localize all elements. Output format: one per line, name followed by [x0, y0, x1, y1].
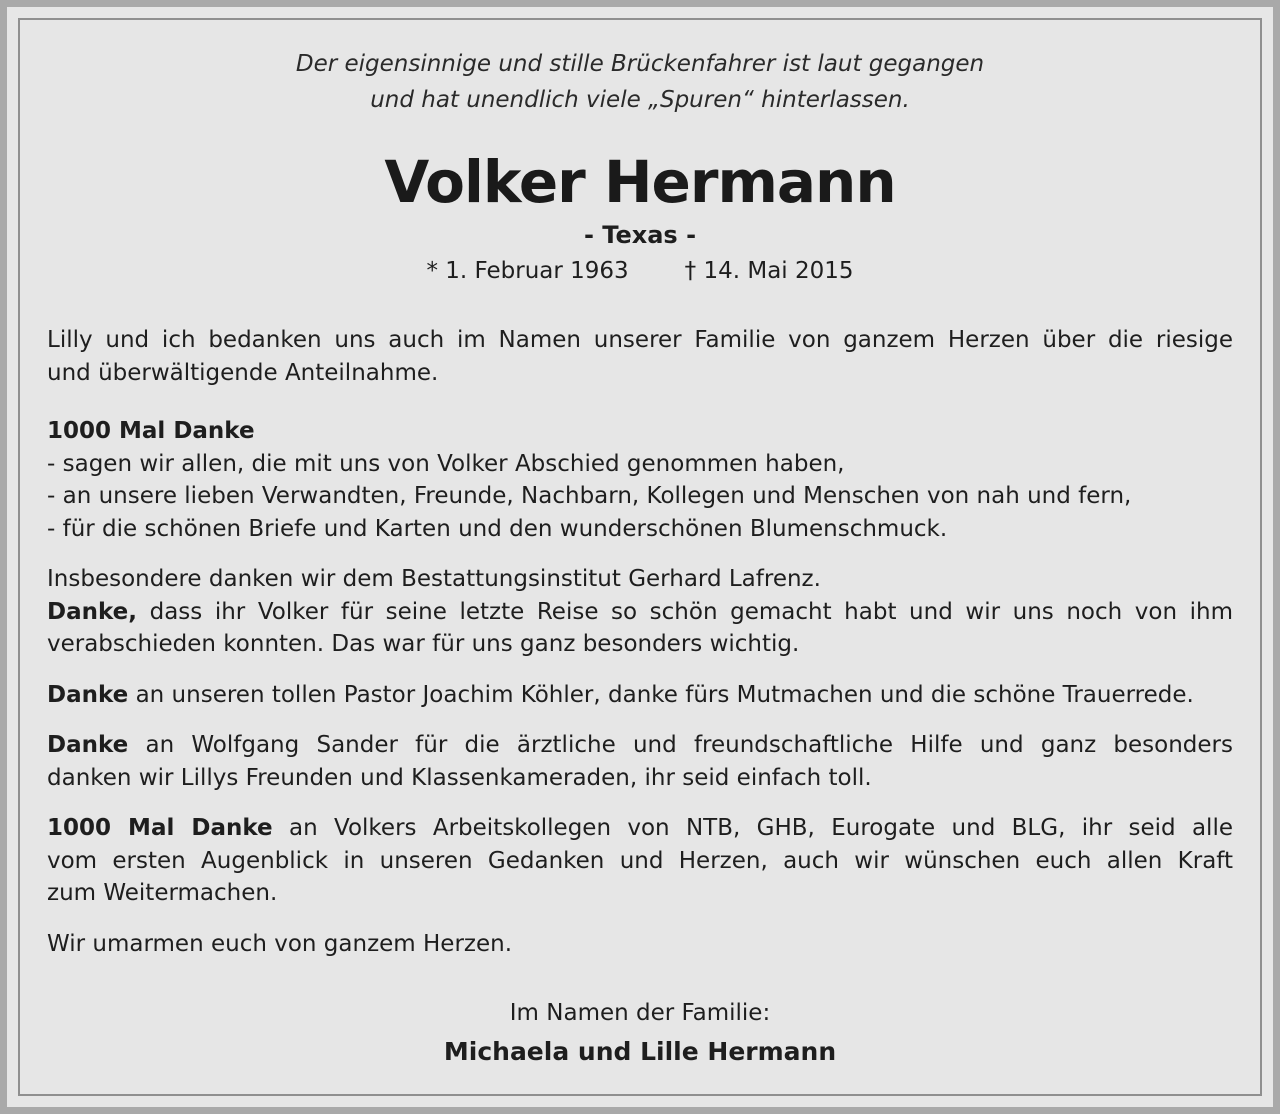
closing-paragraph [47, 928, 1233, 961]
signature-names: Michaela und Lille Hermann [443, 1037, 837, 1066]
kollegen-line-3: zum Weitermachen. [47, 880, 278, 906]
thanks-text [47, 324, 1233, 960]
kollegen-line-2: vom ersten Augenblick in unseren Gedanken und Herzen, auch wir wünschen euch allen Kraft [47, 847, 1233, 874]
sander-paragraph [47, 729, 1233, 794]
sander-line-1 [47, 729, 1233, 762]
intro-line-2: und überwältigende Anteilnahme. [47, 359, 439, 386]
motto-line-2: und hat unendlich viele „Spuren“ hinterlassen. [370, 87, 910, 113]
sander-line-1-text: an Wolfgang Sander für die ärztliche und freundschaftliche Hilfe und ganz besonders [128, 732, 1233, 758]
thanks-list-item: - für die schönen Briefe und Karten und den wunderschönen Blumenschmuck. [47, 515, 948, 542]
intro-line-1: Lilly und ich bedanken uns auch im Namen unserer Familie von ganzem Herzen über die riesige [47, 327, 1233, 353]
danke-bold: Danke, [47, 598, 138, 625]
danke-bold: Danke [47, 681, 129, 708]
thanks-list-item: - an unsere lieben Verwandten, Freunde, Nachbarn, Kollegen und Menschen von nah und fern, [47, 483, 1132, 509]
thanks-list-item: - sagen wir allen, die mit uns von Volker Abschied genommen haben, [47, 450, 845, 477]
kollegen-line-1-text: an Volkers Arbeitskollegen von NTB, GHB, Eurogate und BLG, ihr seid alle [272, 815, 1233, 841]
deceased-nickname: - Texas - [583, 221, 697, 249]
deceased-name: Volker Hermann [384, 148, 896, 216]
danke-bold: Danke [47, 732, 129, 758]
institut-line-2-text: dass ihr Volker für seine letzte Reise so schön gemacht habt und wir uns noch von ihm [137, 598, 1233, 625]
institut-line-3: verabschieden konnten. Das war für uns ganz besonders wichtig. [47, 631, 800, 657]
thanks-list [47, 415, 1233, 545]
motto [47, 46, 1233, 118]
signature-intro: Im Namen der Familie: [509, 1000, 771, 1026]
institut-line-1: Insbesondere danken wir dem Bestattungsinstitut Gerhard Lafrenz. [47, 566, 821, 592]
kollegen-line-1 [47, 812, 1233, 845]
institut-line-2 [47, 596, 1233, 629]
life-dates [47, 255, 1233, 287]
pastor-paragraph [47, 679, 1233, 712]
sander-line-2: danken wir Lillys Freunden und Klassenkameraden, ihr seid einfach toll. [47, 764, 872, 791]
institut-paragraph [47, 563, 1233, 661]
motto-line-1: Der eigensinnige und stille Brückenfahrer ist laut gegangen [295, 51, 985, 77]
death-date: † 14. Mai 2015 [684, 258, 854, 284]
closing-line: Wir umarmen euch von ganzem Herzen. [47, 930, 513, 957]
intro-paragraph [47, 324, 1233, 389]
danke-bold: 1000 Mal Danke [47, 815, 273, 841]
thanks-list-heading: 1000 Mal Danke [47, 418, 255, 444]
birth-date: * 1. Februar 1963 [426, 258, 629, 284]
kollegen-paragraph [47, 812, 1233, 910]
pastor-line [47, 679, 1233, 712]
pastor-text: an unseren tollen Pastor Joachim Köhler, danke fürs Mutmachen und die schöne Trauerrede. [128, 681, 1194, 708]
